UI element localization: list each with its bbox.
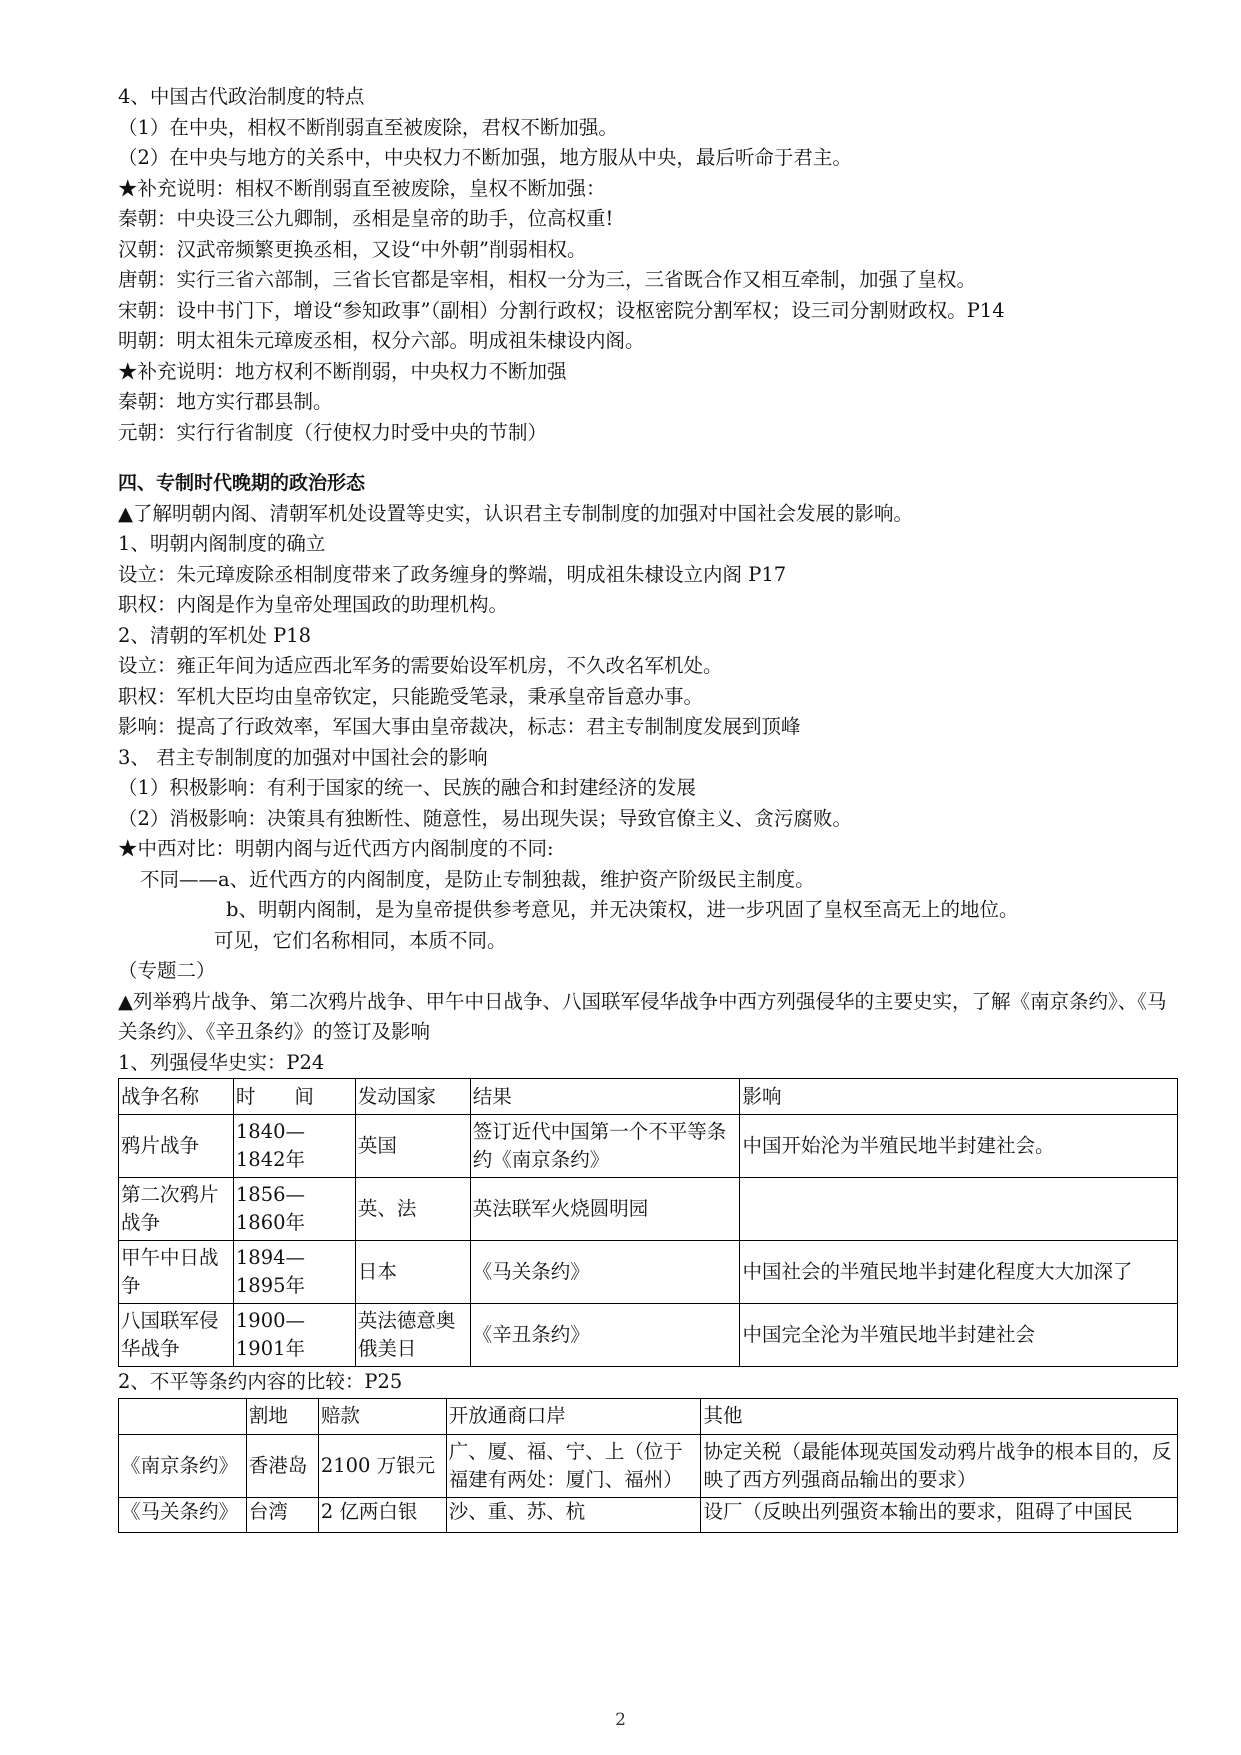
note: ★补充说明：地方权利不断削弱，中央权力不断加强 xyxy=(118,359,567,383)
table-header: 割地 xyxy=(246,1398,318,1434)
table-cell: 2100 万银元 xyxy=(318,1434,446,1497)
table-cell: 鸦片战争 xyxy=(119,1115,234,1178)
table-header xyxy=(119,1398,247,1434)
table-cell: 八国联军侵华战争 xyxy=(119,1304,234,1367)
subsection-title: 1、明朝内阁制度的确立 xyxy=(118,532,326,555)
table-cell: 2 亿两白银 xyxy=(318,1497,446,1532)
table-cell: 香港岛 xyxy=(246,1434,318,1497)
table-row xyxy=(119,1241,1178,1304)
section-title: 4、中国古代政治制度的特点 xyxy=(118,85,365,108)
section-heading: 四、专制时代晚期的政治形态 xyxy=(118,472,366,494)
table-row xyxy=(119,1115,1178,1178)
table-header: 赔款 xyxy=(318,1398,446,1434)
treaty-comparison-table xyxy=(118,1398,1178,1533)
paragraph: 秦朝：地方实行郡县制。 xyxy=(118,390,333,413)
table-cell xyxy=(740,1178,1178,1241)
paragraph: 元朝：实行行省制度（行使权力时受中央的节制） xyxy=(118,420,548,444)
table-title: 2、不平等条约内容的比较：P25 xyxy=(118,1370,403,1393)
paragraph: 宋朝：设中书门下，增设“参知政事”（副相）分割行政权；设枢密院分割军权；设三司分割财政权。P14 xyxy=(118,298,1005,322)
table-cell: 甲午中日战争 xyxy=(119,1241,234,1304)
table-cell: 台湾 xyxy=(246,1497,318,1532)
paragraph: 明朝：明太祖朱元璋废丞相，权分六部。明成祖朱棣设内阁。 xyxy=(118,329,645,352)
subsection-title: 2、清朝的军机处 P18 xyxy=(118,623,312,647)
table-cell: 1856—1860年 xyxy=(233,1178,355,1241)
paragraph: 职权：军机大臣均由皇帝钦定，只能跪受笔录，秉承皇帝旨意办事。 xyxy=(118,684,704,708)
table-cell: 1900—1901年 xyxy=(233,1304,355,1367)
table-cell: 1894—1895年 xyxy=(233,1241,355,1304)
table-cell: 1840—1842年 xyxy=(233,1115,355,1178)
invasion-table xyxy=(118,1078,1178,1367)
note: ★补充说明：相权不断削弱直至被废除，皇权不断加强： xyxy=(118,176,606,200)
table-cell: 英法德意奥俄美日 xyxy=(355,1304,470,1367)
table-cell: 英、法 xyxy=(355,1178,470,1241)
table-cell: 日本 xyxy=(355,1241,470,1304)
paragraph: （2）消极影响：决策具有独断性、随意性，易出现失误；导致官僚主义、贪污腐败。 xyxy=(118,806,852,830)
table-header: 时 间 xyxy=(233,1079,355,1115)
document-page xyxy=(118,82,1178,1533)
table-row xyxy=(119,1178,1178,1241)
page-number: 2 xyxy=(615,1710,626,1730)
table-cell: 协定关税（最能体现英国发动鸦片战争的根本目的，反映了西方列强商品输出的要求） xyxy=(701,1434,1178,1497)
table-header: 战争名称 xyxy=(119,1079,234,1115)
paragraph: 设立：雍正年间为适应西北军务的需要始设军机房，不久改名军机处。 xyxy=(118,654,723,677)
table-cell: 《马关条约》 xyxy=(470,1241,740,1304)
table-cell: 第二次鸦片战争 xyxy=(119,1178,234,1241)
paragraph: 职权：内阁是作为皇帝处理国政的助理机构。 xyxy=(118,593,509,616)
table-header: 影响 xyxy=(740,1079,1178,1115)
table-cell: 《马关条约》 xyxy=(119,1497,247,1532)
table-cell: 签订近代中国第一个不平等条约《南京条约》 xyxy=(470,1115,740,1178)
table-cell: 广、厦、福、宁、上（位于福建有两处：厦门、福州） xyxy=(446,1434,701,1497)
comparison-a: 不同——a、近代西方的内阁制度，是防止专制独裁，维护资产阶级民主制度。 xyxy=(140,867,815,891)
table-cell: 英国 xyxy=(355,1115,470,1178)
table-cell: 《南京条约》 xyxy=(119,1434,247,1497)
table-cell: 中国完全沦为半殖民地半封建社会 xyxy=(740,1304,1178,1367)
table-cell: 中国社会的半殖民地半封建化程度大大加深了 xyxy=(740,1241,1178,1304)
learning-goal: ▲列举鸦片战争、第二次鸦片战争、甲午中日战争、八国联军侵华战争中西方列强侵华的主要史实，了解《南京条约》、《马关条约》、《辛丑条约》的签订及影响 xyxy=(118,989,1167,1043)
table-cell: 《辛丑条约》 xyxy=(470,1304,740,1367)
comparison-conclusion: 可见，它们名称相同，本质不同。 xyxy=(214,928,507,952)
paragraph: （1）积极影响：有利于国家的统一、民族的融合和封建经济的发展 xyxy=(118,776,696,799)
table-cell: 中国开始沦为半殖民地半封建社会。 xyxy=(740,1115,1178,1178)
table-header: 其他 xyxy=(701,1398,1178,1434)
paragraph: 秦朝：中央设三公九卿制，丞相是皇帝的助手，位高权重! xyxy=(118,207,614,230)
topic-label: （专题二） xyxy=(118,959,216,982)
comparison-b: b、明朝内阁制，是为皇帝提供参考意见，并无决策权，进一步巩固了皇权至高无上的地位。 xyxy=(226,898,1019,921)
learning-goal: ▲了解明朝内阁、清朝军机处设置等史实，认识君主专制制度的加强对中国社会发展的影响。 xyxy=(118,501,913,525)
table-header: 发动国家 xyxy=(355,1079,470,1115)
paragraph: 影响：提高了行政效率，军国大事由皇帝裁决，标志：君主专制制度发展到顶峰 xyxy=(118,715,801,738)
table-cell: 沙、重、苏、杭 xyxy=(446,1497,701,1532)
paragraph: 汉朝：汉武帝频繁更换丞相，又设“中外朝”削弱相权。 xyxy=(118,237,587,261)
table-row xyxy=(119,1434,1178,1497)
paragraph: 唐朝：实行三省六部制，三省长官都是宰相，相权一分为三，三省既合作又相互牵制，加强了皇权。 xyxy=(118,268,977,291)
subsection-title: 3、 君主专制制度的加强对中国社会的影响 xyxy=(118,745,488,769)
table-title: 1、列强侵华史实：P24 xyxy=(118,1050,325,1074)
note: ★中西对比：明朝内阁与近代西方内阁制度的不同: xyxy=(118,837,554,860)
table-row xyxy=(119,1497,1178,1532)
table-header: 结果 xyxy=(470,1079,740,1115)
paragraph: （1）在中央，相权不断削弱直至被废除，君权不断加强。 xyxy=(118,115,618,139)
table-row xyxy=(119,1304,1178,1367)
paragraph: 设立：朱元璋废除丞相制度带来了政务缠身的弊端，明成祖朱棣设立内阁 P17 xyxy=(118,562,787,586)
paragraph: （2）在中央与地方的关系中，中央权力不断加强，地方服从中央，最后听命于君主。 xyxy=(118,146,852,169)
table-header: 开放通商口岸 xyxy=(446,1398,701,1434)
table-cell: 英法联军火烧圆明园 xyxy=(470,1178,740,1241)
table-cell: 设厂（反映出列强资本输出的要求，阻碍了中国民 xyxy=(701,1497,1178,1532)
